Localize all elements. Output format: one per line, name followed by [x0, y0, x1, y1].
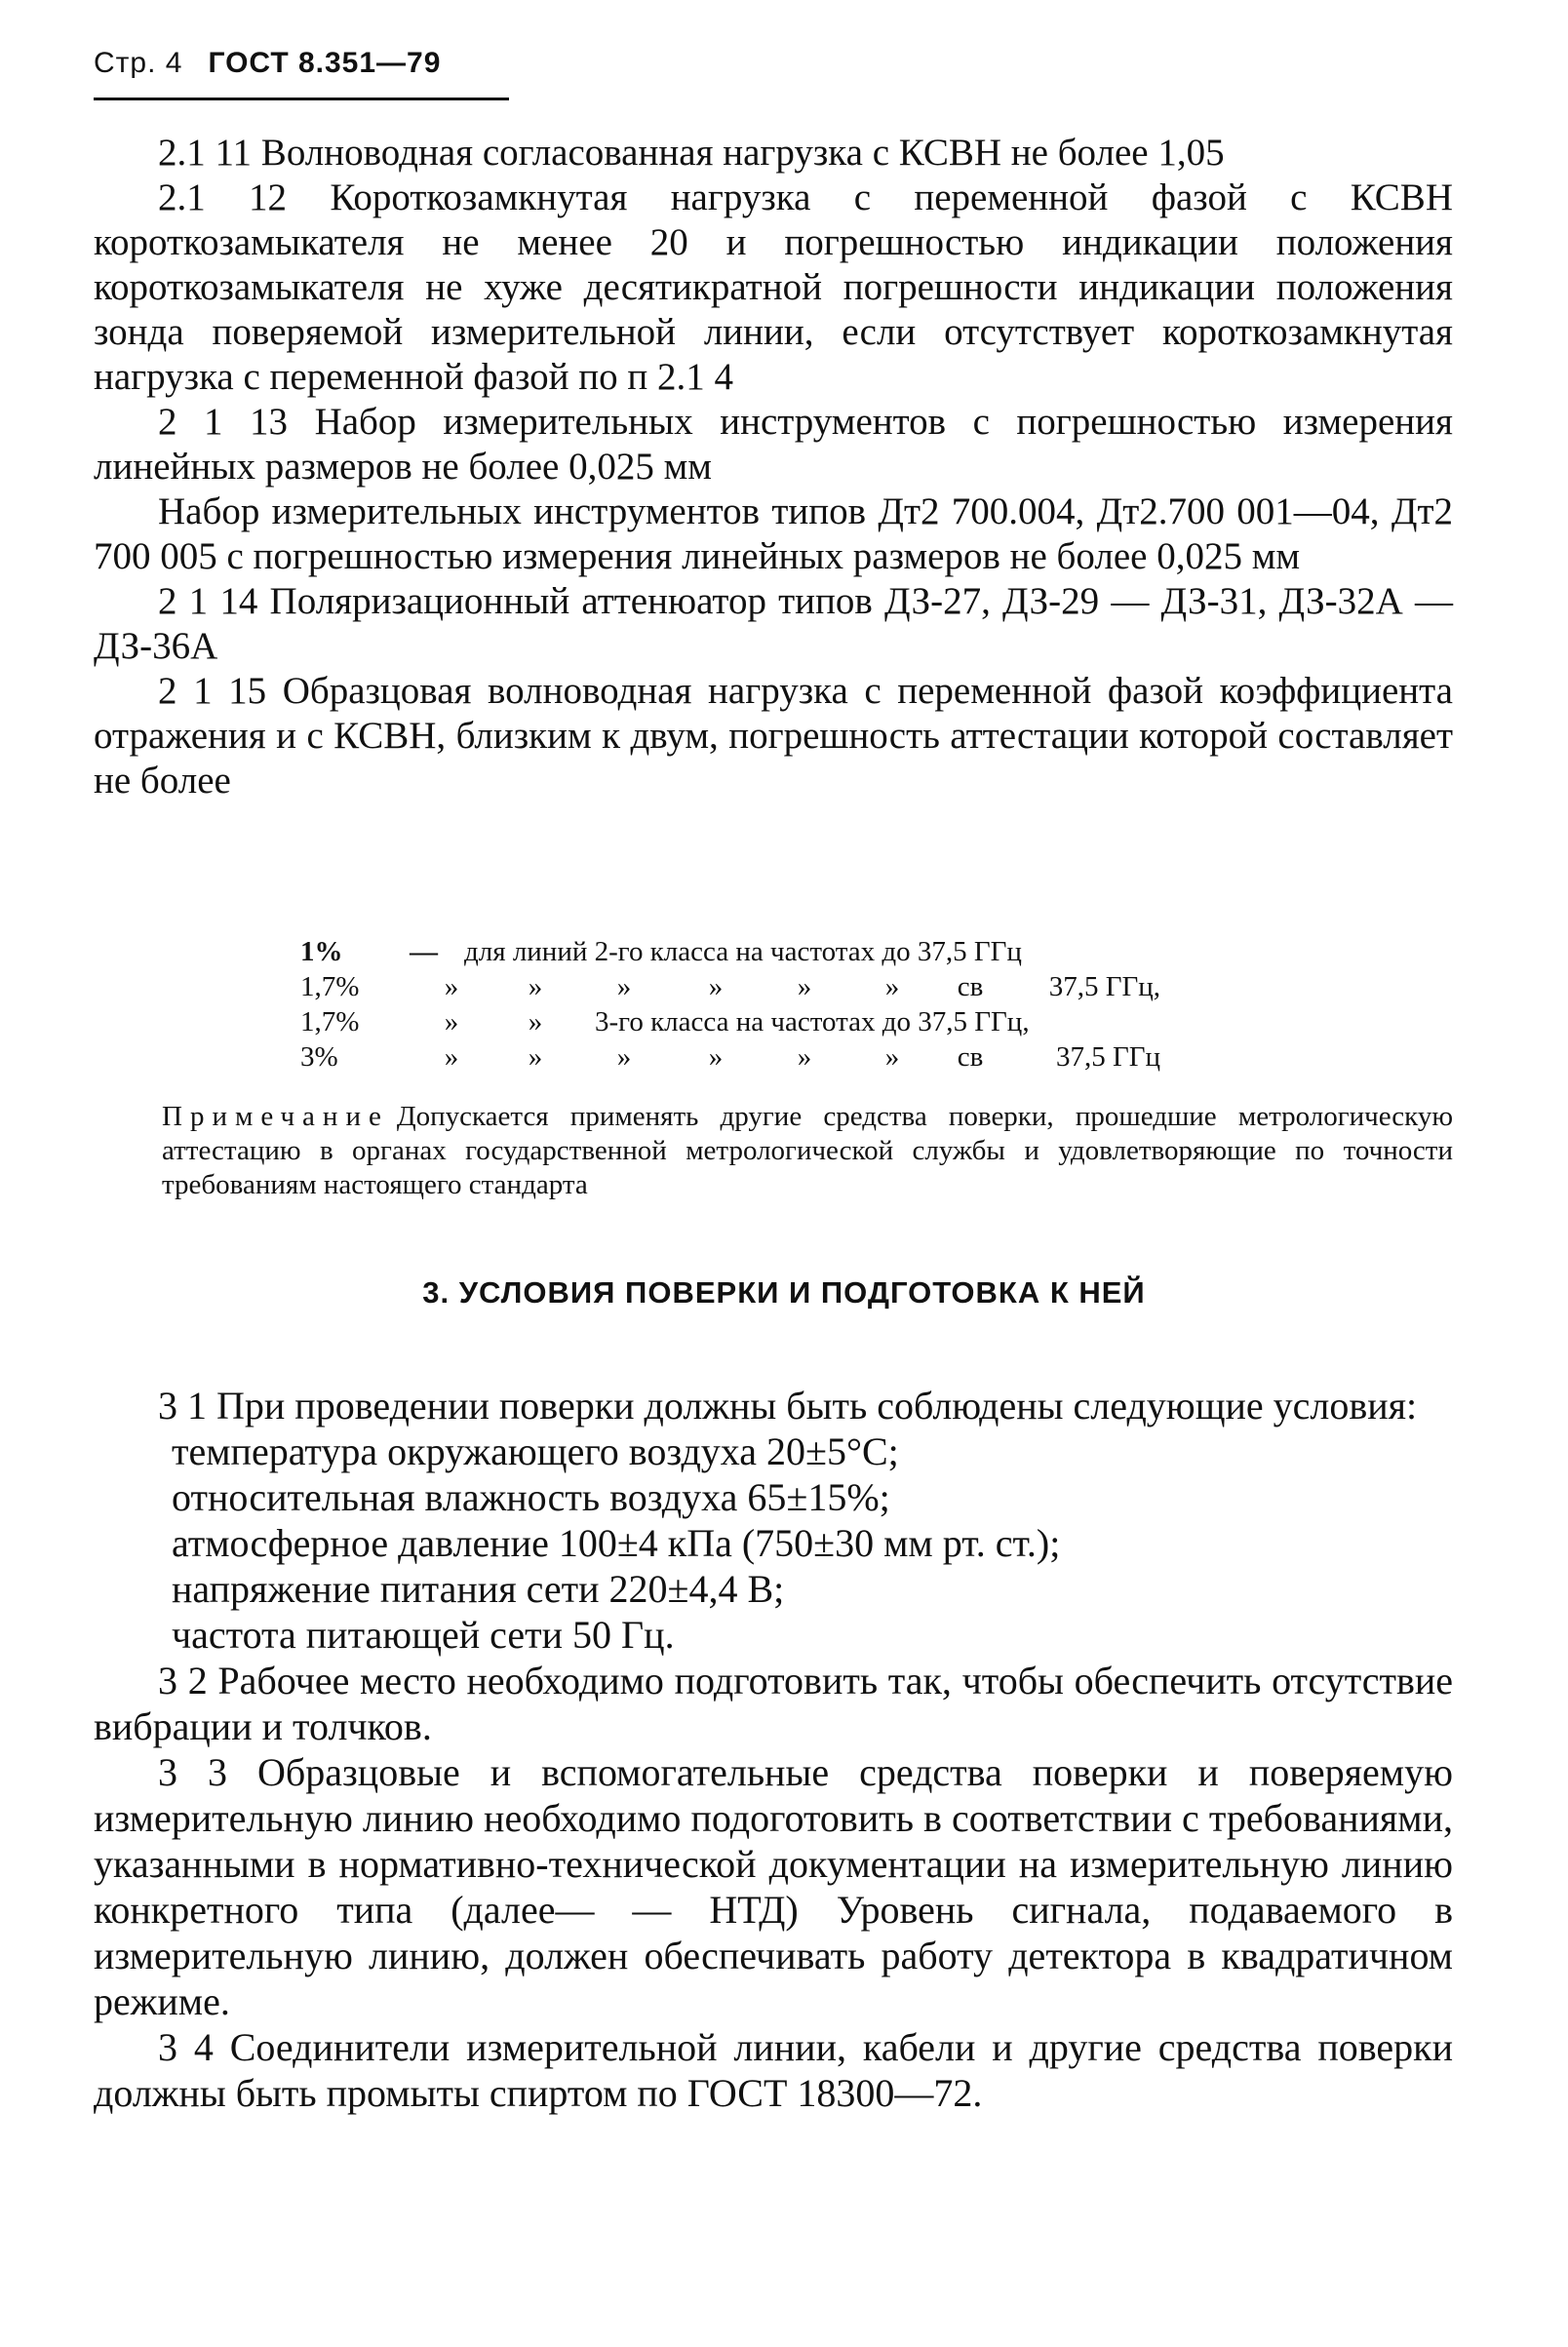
note-block	[162, 1100, 1453, 1202]
ditto-mark: »	[797, 971, 812, 1002]
item-2-1-12: 2.1 12 Короткозамкнутая нагрузка с переменной фазой с КСВН короткозамыкателя не менее 20 и погрешностью индикации положения короткозамыкателя не хуже десятикратной погрешности индикации положения зонда поверяемой измерительной линии, если отсутствует короткозамкнутая нагрузка с переменной фазой по п 2.1 4	[94, 176, 1453, 398]
note-text: Допускается применять другие средства поверки, прошедшие метрологическую аттестацию в органах государственной метрологической службы и удовлетворяющие по точности требованиям настоящего стандарта	[162, 1101, 1453, 1200]
standard-code: ГОСТ 8.351—79	[208, 47, 442, 79]
section-3-body	[94, 1383, 1453, 2116]
ditto-mark: »	[884, 971, 900, 1002]
row-text: для линий 2-го класса на частотах до 37,5 ГГц	[464, 936, 1022, 967]
ditto-mark: »	[528, 971, 543, 1002]
condition-voltage: напряжение питания сети 220±4,4 В;	[172, 1567, 785, 1611]
ditto-mark: »	[444, 1006, 459, 1037]
row-value: 3%	[300, 1041, 338, 1073]
row-frequency: 37,5 ГГц,	[1048, 971, 1160, 1002]
header-rule	[94, 98, 509, 100]
item-2-1-14: 2 1 14 Поляризационный аттенюатор типов ДЗ-27, ДЗ-29 — ДЗ-31, ДЗ-32А — ДЗ-36А	[94, 580, 1453, 667]
accuracy-table	[300, 934, 1160, 1075]
row-dash: —	[410, 936, 438, 967]
item-2-1-15: 2 1 15 Образцовая волноводная нагрузка с переменной фазой коэффициента отражения и с КСВН, близким к двум, погрешность аттестации которой составляет не более	[94, 670, 1453, 802]
row-value: 1,7%	[300, 971, 360, 1002]
row-value: 1,7%	[300, 1006, 360, 1037]
condition-frequency: частота питающей сети 50 Гц.	[172, 1613, 675, 1657]
item-2-1-13: 2 1 13 Набор измерительных инструментов с погрешностью измерения линейных размеров не более 0,025 мм	[94, 401, 1453, 488]
item-3-2: 3 2 Рабочее место необходимо подготовить так, чтобы обеспечить отсутствие вибрации и толчков.	[94, 1659, 1453, 1748]
section-3-title: 3. УСЛОВИЯ ПОВЕРКИ И ПОДГОТОВКА К НЕЙ	[422, 1275, 1146, 1310]
row-condition: св	[957, 1041, 984, 1073]
note-label: Примечание	[162, 1101, 389, 1132]
row-value: 1%	[300, 936, 343, 967]
ditto-mark: »	[528, 1006, 543, 1037]
section-2-items	[94, 131, 1453, 803]
row-text: 3-го класса на частотах до 37,5 ГГц,	[595, 1006, 1030, 1037]
table-row	[300, 1004, 1160, 1039]
ditto-mark: »	[616, 971, 632, 1002]
page-number: Стр. 4	[94, 47, 183, 79]
ditto-mark: »	[708, 1041, 724, 1073]
ditto-mark: »	[444, 971, 459, 1002]
ditto-mark: »	[797, 1041, 812, 1073]
ditto-mark: »	[884, 1041, 900, 1073]
item-3-1: 3 1 При проведении поверки должны быть соблюдены следующие условия:	[158, 1384, 1418, 1428]
item-2-1-11: 2.1 11 Волноводная согласованная нагрузка с КСВН не более 1,05	[158, 132, 1225, 174]
condition-pressure: атмосферное давление 100±4 кПа (750±30 мм рт. ст.);	[172, 1521, 1061, 1565]
row-condition: св	[957, 971, 984, 1002]
page-header	[94, 47, 441, 80]
table-row	[300, 969, 1160, 1004]
item-2-1-13-instruments: Набор измерительных инструментов типов Дт2 700.004, Дт2.700 001—04, Дт2 700 005 с погрешностью измерения линейных размеров не более 0,025 мм	[94, 490, 1453, 577]
ditto-mark: »	[616, 1041, 632, 1073]
item-3-3: 3 3 Образцовые и вспомогательные средства поверки и поверяемую измерительную линию необходимо подоготовить в соответствии с требованиями, указанными в нормативно-технической документации на измерительную линию конкретного типа (далее— — НТД) Уровень сигнала, подаваемого в измерительную линию, должен обеспечивать работу детектора в квадратичном режиме.	[94, 1750, 1453, 2023]
ditto-mark: »	[708, 971, 724, 1002]
condition-humidity: относительная влажность воздуха 65±15%;	[172, 1475, 890, 1519]
item-3-4: 3 4 Соединители измерительной линии, кабели и другие средства поверки должны быть промыты спиртом по ГОСТ 18300—72.	[94, 2025, 1453, 2115]
ditto-mark: »	[528, 1041, 543, 1073]
row-frequency: 37,5 ГГц	[1055, 1041, 1160, 1073]
condition-temperature: температура окружающего воздуха 20±5°С;	[172, 1429, 899, 1473]
table-row	[300, 1039, 1160, 1075]
table-row	[300, 934, 1160, 969]
ditto-mark: »	[444, 1041, 459, 1073]
